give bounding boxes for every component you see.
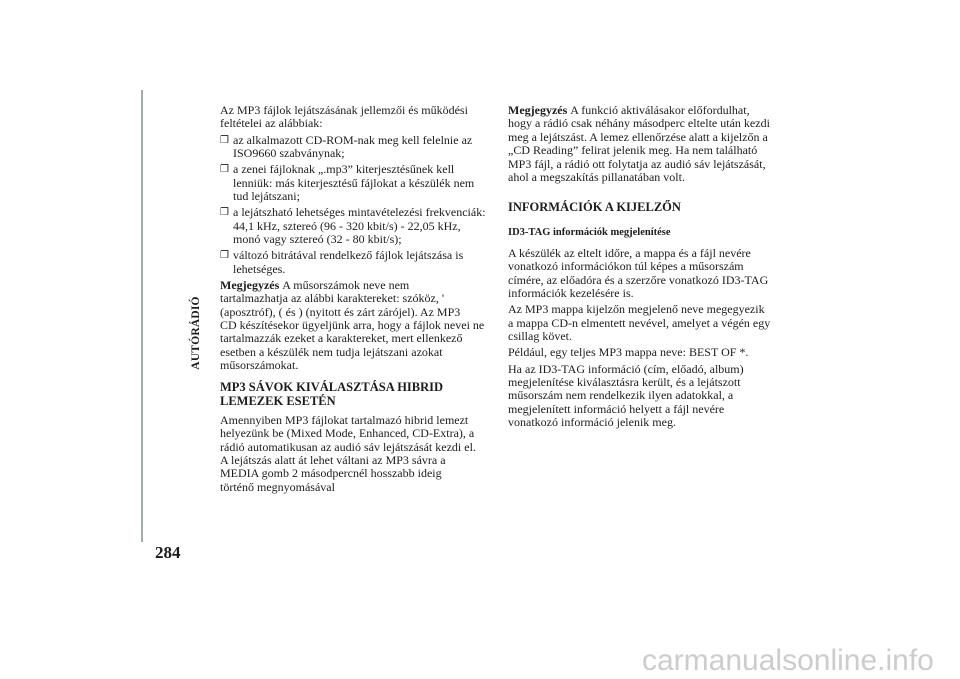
sub-heading (508, 226, 793, 239)
watermark: carmanualsonline.info (642, 644, 934, 677)
bullet-item (220, 163, 505, 203)
heading-line: INFORMÁCIÓK A KIJELZŐN (508, 200, 681, 215)
text-line: Az MP3 fájlok lejátszásának jellemzői és működési (220, 103, 468, 117)
body-paragraph (508, 247, 793, 301)
body-paragraph (220, 414, 505, 494)
text-line: Amennyiben MP3 fájlokat tartalmazó hibrid lemezt (220, 412, 469, 427)
text-line: ISO9660 szabványnak; (233, 146, 345, 161)
text-line: a mappa CD-n elmentett nevével, amelyet a végén egy (508, 315, 771, 330)
body-paragraph (508, 346, 793, 359)
text-line: hogy a rádió csak néhány másodperc eltelte után kezdi (508, 116, 770, 131)
text-line: tartalmazhatja az alábbi karaktereket: szóköz, ' (220, 291, 445, 306)
note-label: Megjegyzés (220, 277, 280, 292)
text-line: a lejátszható lehetséges mintavételezési frekvenciák: (233, 205, 486, 220)
section-heading (220, 381, 505, 408)
intro-paragraph (220, 104, 505, 131)
text-line: helyezünk be (Mixed Mode, Enhanced, CD-Extra), a (220, 426, 475, 441)
note-label: Megjegyzés (508, 103, 568, 117)
text-line: MP3 fájl, a rádió ott folytatja az audió sáv lejátszását, (508, 156, 766, 171)
bullet-item (220, 249, 505, 276)
right-column (508, 104, 793, 430)
text-line: a zenei fájloknak „.mp3” kiterjesztésűnek kell (233, 162, 455, 177)
note-text: A funkció aktiválásakor előfordulhat, (570, 103, 750, 117)
text-line: információk kezelésére is. (508, 286, 634, 301)
heading-line: LEMEZEK ESETÉN (220, 393, 336, 408)
text-line: történő megnyomásával (220, 479, 335, 494)
text-line: megjelenítése kiválasztásra került, és a lejátszott (508, 375, 741, 390)
text-line: vonatkozó információkon túl képes a műsorszám (508, 259, 744, 274)
text-line: Az MP3 mappa kijelzőn megjelenő neve megegyezik (508, 302, 765, 317)
text-line: „CD Reading” felirat jelenik meg. Ha nem található (508, 143, 758, 158)
left-column (220, 104, 505, 494)
text-line: lenniük: más kiterjesztésű fájlokat a készülék nem (233, 175, 475, 190)
text-line: (aposztróf), ( és ) (nyitott és zárt zárójel). Az MP3 (220, 304, 461, 319)
margin-rule (141, 90, 143, 542)
heading-line: MP3 SÁVOK KIVÁLASZTÁSA HIBRID (220, 380, 444, 395)
note-text: A műsorszámok neve nem (282, 277, 410, 292)
text-line: 44,1 kHz, sztereó (96 - 320 kbit/s) - 22,05 kHz, (233, 218, 461, 233)
text-line: meg a lejátszást. A lemez ellenőrzése alatt a kijelzőn a (508, 129, 768, 144)
text-line: megjelenített információ helyett a fájl nevére (508, 401, 725, 416)
text-line: változó bitrátával rendelkező fájlok lejátszása is (233, 248, 464, 263)
text-line: MEDIA gomb 2 másodpercnél hosszabb ideig (220, 466, 442, 481)
text-line: címére, az előadóra és a szerzőre vonatkozó ID3-TAG (508, 272, 769, 287)
text-line: vonatkozó információ jelenik meg. (508, 415, 676, 430)
text-line: A készülék az eltelt időre, a mappa és a fájl nevére (508, 246, 751, 261)
bullet-item (220, 134, 505, 161)
body-paragraph (508, 363, 793, 430)
text-line: monó vagy sztereó (32 - 80 kbit/s); (233, 232, 402, 247)
text-line: CD készítésekor ügyeljünk arra, hogy a fájlok nevei ne (220, 318, 485, 333)
checkbox-bullet-icon: ❒ (220, 250, 229, 262)
body-paragraph (508, 303, 793, 343)
text-line: csillag követ. (508, 329, 572, 344)
checkbox-bullet-icon: ❒ (220, 164, 229, 176)
note-paragraph (508, 104, 793, 184)
text-line: Például, egy teljes MP3 mappa neve: BEST OF *. (508, 345, 749, 360)
section-heading (508, 201, 793, 214)
note-paragraph (220, 279, 505, 373)
checkbox-bullet-icon: ❒ (220, 207, 229, 219)
text-line: esetben a készülék nem tudja lejátszani azokat (220, 344, 443, 359)
bullet-item (220, 206, 505, 246)
text-line (508, 104, 793, 117)
text-line: tartalmazzák ezeket a karaktereket, mert ellenkező (220, 331, 463, 346)
subheading-line: ID3-TAG információk megjelenítése (508, 227, 671, 239)
text-line: A lejátszás alatt át lehet váltani az MP3 sávra a (220, 452, 446, 467)
text-line: feltételei az alábbiak: (220, 116, 323, 131)
text-line: műsorszám nem rendelkezik ilyen adatokkal, a (508, 388, 734, 403)
text-line: tud lejátszani; (233, 189, 300, 204)
text-line: ahol a megszakítás pillanatában volt. (508, 170, 685, 185)
text-line: az alkalmazott CD-ROM-nak meg kell felelnie az (233, 132, 473, 147)
checkbox-bullet-icon: ❒ (220, 134, 229, 146)
text-line: Ha az ID3-TAG információ (cím, előadó, album) (508, 361, 744, 376)
text-line: rádió automatikusan az audió sáv lejátszását kezdi el. (220, 439, 476, 454)
text-line: lehetséges. (233, 261, 286, 276)
section-title: AUTÓRÁDIÓ (190, 296, 202, 370)
page-number: 284 (155, 543, 181, 562)
text-line (220, 279, 505, 292)
text-line: műsorszámokat. (220, 358, 299, 373)
